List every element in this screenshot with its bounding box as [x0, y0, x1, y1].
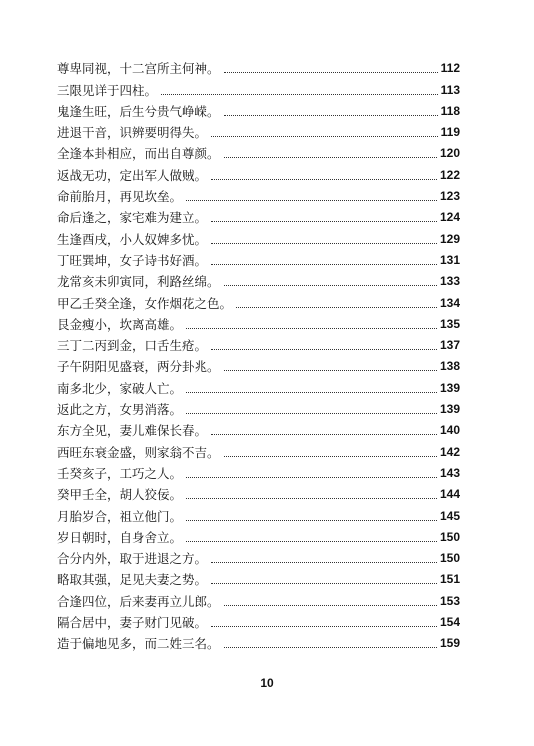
toc-entry-page: 145 — [439, 508, 460, 523]
toc-entry-title: 丁旺巽坤，女子诗书好酒。 — [57, 252, 208, 268]
toc-entry-title: 造于偏地见多，而二姓三名。 — [57, 636, 220, 652]
toc-entry-title: 合逢四位，后来妻再立儿郎。 — [57, 593, 220, 609]
toc-entry-page: 113 — [440, 82, 460, 97]
toc-entry-title: 岁日朝时，自身舍立。 — [57, 529, 183, 545]
toc-entry[interactable] — [57, 587, 460, 608]
toc-entry-page: 118 — [440, 103, 460, 118]
toc-entry[interactable] — [57, 76, 460, 97]
toc-entry-page: 120 — [439, 146, 460, 161]
dot-leader — [211, 136, 438, 137]
toc-entry-page: 139 — [439, 380, 460, 395]
toc-entry-page: 140 — [439, 423, 460, 438]
toc-entry[interactable] — [57, 353, 460, 374]
table-of-contents — [57, 55, 460, 651]
dot-leader — [224, 115, 438, 116]
toc-entry[interactable] — [57, 311, 460, 332]
toc-entry-page: 143 — [439, 465, 460, 480]
toc-entry[interactable] — [57, 289, 460, 310]
toc-entry-page: 138 — [439, 359, 460, 374]
toc-entry[interactable] — [57, 183, 460, 204]
toc-entry[interactable] — [57, 630, 460, 651]
toc-entry-page: 112 — [440, 61, 460, 76]
dot-leader — [186, 328, 437, 329]
dot-leader — [211, 221, 437, 222]
toc-entry-title: 月胎岁合，祖立他门。 — [57, 508, 183, 524]
toc-entry-title: 进退干音，识辨要明得失。 — [57, 125, 208, 141]
dot-leader — [224, 370, 437, 371]
toc-entry[interactable] — [57, 502, 460, 523]
toc-entry-title: 隔合居中，妻子财门见破。 — [57, 615, 208, 631]
toc-entry-page: 142 — [439, 444, 460, 459]
toc-entry-title: 合分内外，取于进退之方。 — [57, 551, 208, 567]
toc-entry[interactable] — [57, 481, 460, 502]
toc-entry-title: 命后逢之，家宅难为建立。 — [57, 210, 208, 226]
toc-entry-page: 131 — [439, 252, 460, 267]
dot-leader — [186, 392, 437, 393]
toc-entry[interactable] — [57, 55, 460, 76]
toc-entry-title: 全逢本卦相应，而出自尊颜。 — [57, 146, 220, 162]
toc-entry-title: 三限见详于四柱。 — [57, 82, 158, 98]
toc-entry-page: 119 — [440, 125, 460, 140]
toc-entry-page: 123 — [439, 189, 460, 204]
toc-entry[interactable] — [57, 524, 460, 545]
toc-entry-page: 133 — [439, 274, 460, 289]
toc-entry[interactable] — [57, 332, 460, 353]
toc-entry-page: 139 — [439, 402, 460, 417]
toc-entry[interactable] — [57, 98, 460, 119]
dot-leader — [211, 583, 437, 584]
dot-leader — [211, 434, 437, 435]
toc-entry[interactable] — [57, 374, 460, 395]
toc-entry-title: 鬼逢生旺，后生兮贵气峥嵘。 — [57, 103, 220, 119]
toc-entry-page: 153 — [439, 593, 460, 608]
toc-entry-page: 137 — [439, 338, 460, 353]
toc-entry-title: 艮金瘦小，坎离高雄。 — [57, 316, 183, 332]
toc-entry-title: 尊卑同视，十二宫所主何神。 — [57, 61, 220, 77]
toc-entry-page: 129 — [439, 231, 460, 246]
toc-entry-page: 122 — [439, 167, 460, 182]
toc-entry-page: 154 — [439, 615, 460, 630]
toc-entry-page: 135 — [439, 316, 460, 331]
toc-entry-page: 134 — [439, 295, 460, 310]
toc-entry-title: 龙常亥未卯寅同，利路丝绵。 — [57, 274, 220, 290]
toc-entry-title: 子午阴阳见盛衰，两分卦兆。 — [57, 359, 220, 375]
dot-leader — [224, 285, 437, 286]
dot-leader — [211, 179, 437, 180]
toc-entry-title: 南多北少，家破人亡。 — [57, 380, 183, 396]
toc-entry[interactable] — [57, 566, 460, 587]
dot-leader — [224, 456, 437, 457]
dot-leader — [186, 498, 437, 499]
toc-entry-page: 159 — [439, 636, 460, 651]
toc-entry[interactable] — [57, 204, 460, 225]
toc-entry-page: 150 — [439, 529, 460, 544]
toc-entry-title: 癸甲壬全，胡人狡佞。 — [57, 487, 183, 503]
toc-entry[interactable] — [57, 438, 460, 459]
toc-entry[interactable] — [57, 247, 460, 268]
toc-entry[interactable] — [57, 119, 460, 140]
toc-entry[interactable] — [57, 460, 460, 481]
dot-leader — [236, 307, 437, 308]
dot-leader — [186, 477, 437, 478]
dot-leader — [186, 520, 437, 521]
toc-entry[interactable] — [57, 545, 460, 566]
toc-entry-page: 150 — [439, 551, 460, 566]
dot-leader — [186, 200, 437, 201]
toc-entry-title: 壬癸亥子，工巧之人。 — [57, 465, 183, 481]
toc-entry-page: 144 — [439, 487, 460, 502]
toc-entry[interactable] — [57, 225, 460, 246]
toc-entry-page: 124 — [439, 210, 460, 225]
dot-leader — [161, 94, 438, 95]
dot-leader — [224, 157, 437, 158]
toc-entry-title: 命前胎月，再见坎垒。 — [57, 189, 183, 205]
toc-entry[interactable] — [57, 268, 460, 289]
dot-leader — [211, 626, 437, 627]
dot-leader — [186, 413, 437, 414]
toc-entry-page: 151 — [439, 572, 460, 587]
toc-entry[interactable] — [57, 396, 460, 417]
dot-leader — [224, 605, 437, 606]
toc-entry[interactable] — [57, 417, 460, 438]
toc-entry-title: 返此之方，女男消落。 — [57, 402, 183, 418]
dot-leader — [224, 647, 437, 648]
dot-leader — [211, 243, 437, 244]
dot-leader — [211, 562, 437, 563]
toc-entry[interactable] — [57, 140, 460, 161]
dot-leader — [224, 72, 438, 73]
toc-entry-title: 西旺东衰金盛，则家翁不吉。 — [57, 444, 220, 460]
dot-leader — [211, 349, 437, 350]
toc-entry-title: 三丁二丙到金，口舌生疮。 — [57, 338, 208, 354]
toc-entry-title: 东方全见，妻儿难保长春。 — [57, 423, 208, 439]
toc-entry-title: 甲乙壬癸全逢，女作烟花之色。 — [57, 295, 233, 311]
toc-entry-title: 略取其强，足见夫妻之势。 — [57, 572, 208, 588]
page-number: 10 — [260, 676, 274, 690]
dot-leader — [186, 541, 437, 542]
dot-leader — [211, 264, 437, 265]
toc-entry-title: 返战无功，定出军人做贼。 — [57, 167, 208, 183]
toc-entry-title: 生逢酉戌，小人奴婢多忧。 — [57, 231, 208, 247]
toc-entry[interactable] — [57, 161, 460, 182]
toc-entry[interactable] — [57, 609, 460, 630]
